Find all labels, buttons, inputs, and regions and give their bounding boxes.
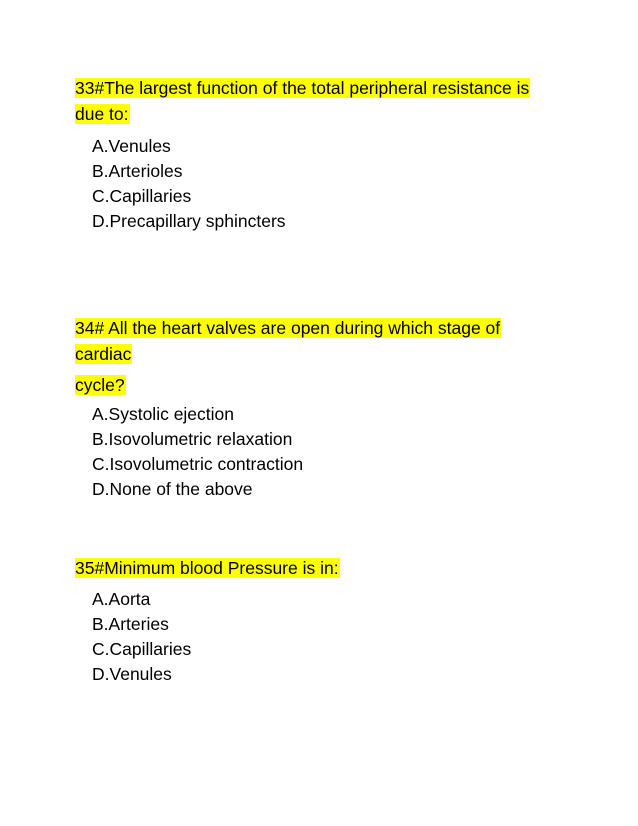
- option-a: A.Aorta: [92, 589, 151, 609]
- question-33: [75, 77, 575, 234]
- option-d: D.Precapillary sphincters: [92, 211, 286, 231]
- highlighted-text: cardiac: [75, 344, 132, 364]
- question-34-prompt-line-2: [75, 343, 575, 365]
- option-b: B.Isovolumetric relaxation: [92, 429, 293, 449]
- highlighted-text: 33#The largest function of the total peripheral resistance is: [75, 78, 530, 98]
- question-34-prompt-line-3: [75, 374, 575, 396]
- question-35: [75, 557, 575, 687]
- highlighted-text: 34# All the heart valves are open during which stage of: [75, 318, 501, 338]
- question-33-prompt-line-1: [75, 77, 575, 99]
- highlighted-text: 35#Minimum blood Pressure is in:: [75, 558, 339, 578]
- question-35-options: [75, 587, 575, 687]
- option-c: C.Capillaries: [92, 186, 192, 206]
- question-33-prompt-line-2: [75, 103, 575, 125]
- question-35-prompt-line-1: [75, 557, 575, 579]
- question-34-prompt-line-1: [75, 317, 575, 339]
- highlighted-text: due to:: [75, 104, 129, 124]
- option-a: A.Venules: [92, 136, 171, 156]
- question-34: [75, 317, 575, 502]
- option-b: B.Arteries: [92, 614, 169, 634]
- option-c: C.Isovolumetric contraction: [92, 454, 304, 474]
- option-c: C.Capillaries: [92, 639, 192, 659]
- highlighted-text: cycle?: [75, 375, 125, 395]
- question-34-options: [75, 402, 575, 502]
- option-a: A.Systolic ejection: [92, 404, 235, 424]
- option-d: D.Venules: [92, 664, 172, 684]
- option-b: B.Arterioles: [92, 161, 183, 181]
- question-33-options: [75, 134, 575, 234]
- option-d: D.None of the above: [92, 479, 253, 499]
